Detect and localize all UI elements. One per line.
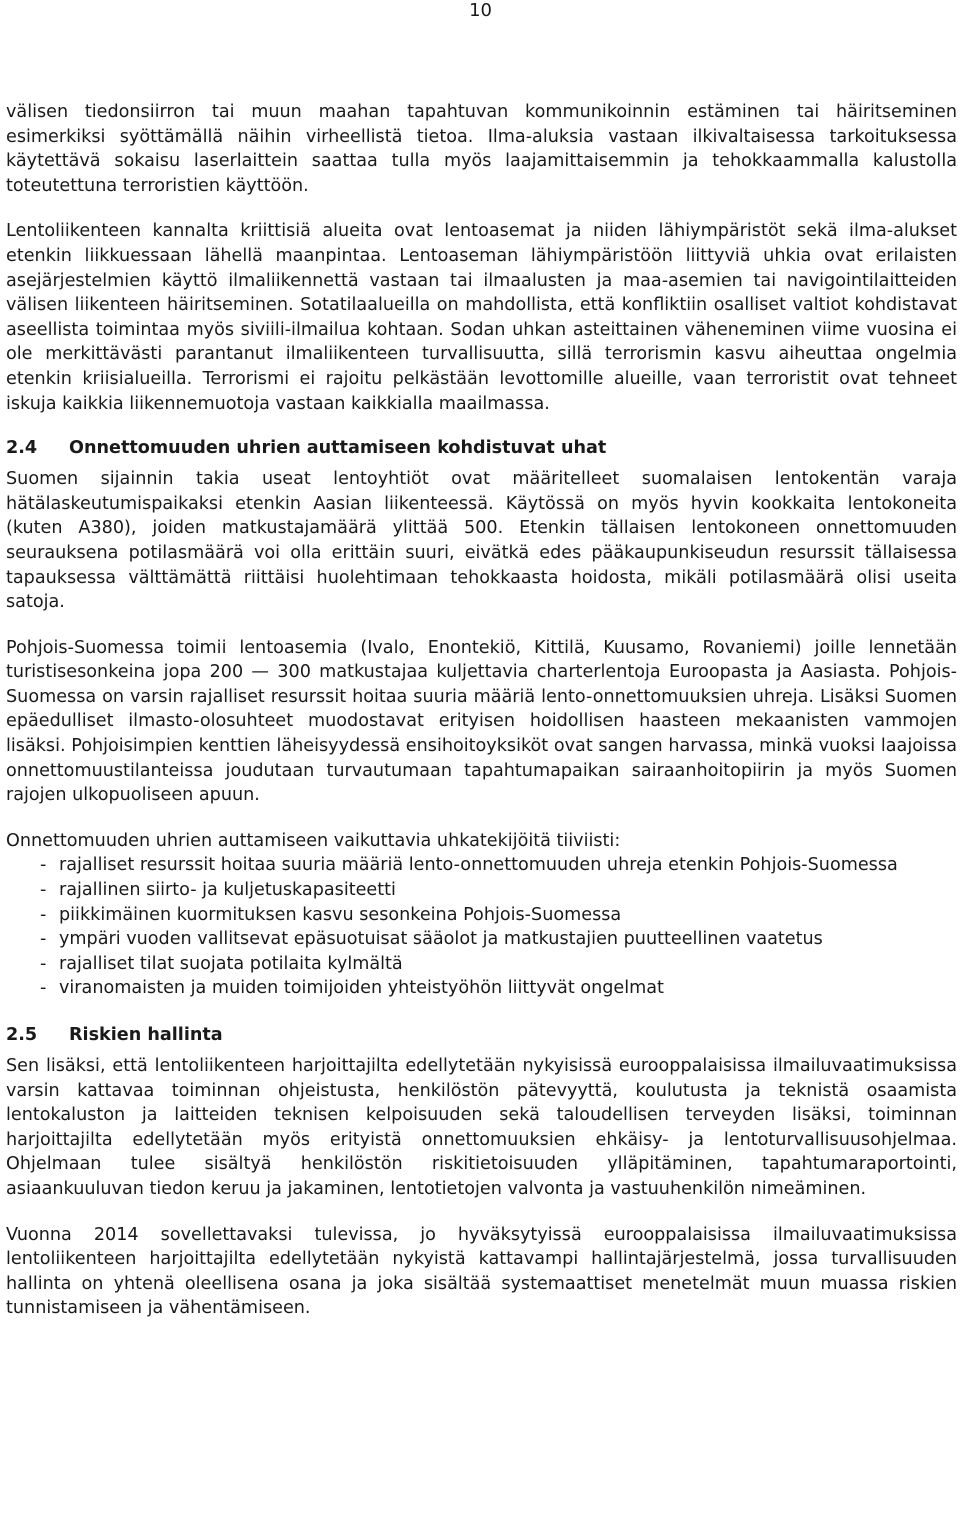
list-item-text: rajalliset tilat suojata potilaita kylmältä bbox=[59, 953, 403, 974]
list-item-text: viranomaisten ja muiden toimijoiden yhteistyöhön liittyvät ongelmat bbox=[59, 978, 664, 999]
section-number: 2.4 bbox=[6, 438, 38, 459]
dash-bullet: - bbox=[40, 929, 47, 950]
dash-bullet: - bbox=[40, 855, 47, 876]
page-body bbox=[6, 100, 957, 1321]
section-heading-2-4 bbox=[6, 435, 957, 461]
paragraph-list-intro: Onnettomuuden uhrien auttamiseen vaikuttavia uhkatekijöitä tiiviisti: bbox=[6, 830, 621, 851]
list-item bbox=[6, 952, 957, 977]
list-item-text: piikkimäinen kuormituksen kasvu sesonkeina Pohjois-Suomessa bbox=[59, 904, 622, 925]
section-title: Onnettomuuden uhrien auttamiseen kohdistuvat uhat bbox=[69, 438, 607, 459]
list-item-text: rajallinen siirto- ja kuljetuskapasiteetti bbox=[59, 880, 396, 901]
list-item bbox=[6, 903, 957, 928]
list-item bbox=[6, 976, 957, 1001]
paragraph-finland-location: Suomen sijainnin takia useat lentoyhtiöt ovat määritelleet suomalaisen lentokentän varaja hätälaskeutumispaikaksi etenkin Aasian liikenteessä. Käytössä on myös hyvin kookkaita lentokoneita (kuten A380), joiden matkustajamäärä ylittää 500. Etenkin tällaisen lentokoneen onnettomuuden seurauksena potilasmäärä voi olla erittäin suuri, eivätkä edes pääkaupunkiseudun resurssit tällaisessa tapauksessa välttämättä riittäisi huolehtimaan tehokkaasta hoidosta, mikäli potilasmäärä olisi useita satoja. bbox=[6, 469, 957, 613]
page-number: 10 bbox=[469, 0, 492, 21]
list-item bbox=[6, 927, 957, 952]
paragraph-northern-finland: Pohjois-Suomessa toimii lentoasemia (Ivalo, Enontekiö, Kittilä, Kuusamo, Rovaniemi) joille lennetään turistisesonkeina jopa 200 — 300 matkustajaa kuljettavia charterlentoja Euroopasta ja Aasiasta. Pohjois-Suomessa on varsin rajalliset resurssit hoitaa suuria määriä lento-onnettomuuksien uhreja. Lisäksi Suomen epäedulliset ilmasto-olosuhteet muodostavat erityisen hoidollisen haasteen mekaanisten vammojen lisäksi. Pohjoisimpien kenttien läheisyydessä ensihoitoyksiköt ovat sangen harvassa, minkä vuoksi laajoissa onnettomuustilanteissa joudutaan turvautumaan tapahtumapaikan sairaanhoitopiirin ja myös Suomen rajojen ulkopuoliseen apuun. bbox=[6, 637, 957, 806]
paragraph-airport-threats: Lentoliikenteen kannalta kriittisiä alueita ovat lentoasemat ja niiden lähiympäristöt sekä ilma-alukset etenkin liikkuessaan lähellä maanpintaa. Lentoaseman lähiympäristöön liittyviä uhkia ovat erilaisten asejärjestelmien käyttö ilmaliikennettä vastaan tai ilmaalusten ja maa-asemien tai navigointilaitteiden välisen liikenteen häiritseminen. Sotatilaalueilla on mahdollista, että konfliktiin osalliset valtiot kohdistavat aseellista toimintaa myös siviili-ilmailua kohtaan. Sodan uhkan asteittainen väheneminen viime vuosina ei ole merkittävästi parantanut ilmaliikenteen turvallisuutta, sillä terrorismin kasvu aiheuttaa ongelmia etenkin kriisialueilla. Terrorismi ei rajoitu pelkästään levottomille alueille, vaan terroristit ovat tehneet iskuja kaikkia liikennemuotoja vastaan kaikkialla maailmassa. bbox=[6, 221, 957, 414]
paragraph-operator-requirements: Sen lisäksi, että lentoliikenteen harjoittajilta edellytetään nykyisissä eurooppalaisissa ilmailuvaatimuksissa varsin kattavaa toiminnan ohjeistusta, henkilöstön pätevyyttä, koulutusta ja teknistä osaamista lentokaluston ja laitteiden teknisen kelpoisuuden sekä taloudellisen terveyden lisäksi, toiminnan harjoittajilta edellytetään myös erityistä onnettomuuksien ehkäisy- ja lentoturvallisuusohjelmaa. Ohjelmaan tulee sisältyä henkilöstön riskitietoisuuden ylläpitäminen, tapahtumaraportointi, asiaankuuluvan tiedon keruu ja jakaminen, lentotietojen valvonta ja vastuuhenkilön nimeäminen. bbox=[6, 1056, 957, 1199]
paragraph-intro: välisen tiedonsiirron tai muun maahan tapahtuvan kommunikoinnin estäminen tai häiritseminen esimerkiksi syöttämällä näihin virheellistä tietoa. Ilma-aluksia vastaan ilkivaltaisessa tarkoituksessa käytettävä sokaisu laserlaittein saattaa tulla myös laajamittaisemmin ja tehokkaammalla kalustolla toteutettuna terroristien käyttöön. bbox=[6, 102, 957, 196]
threat-factor-list bbox=[6, 853, 957, 1001]
paragraph-2014-requirements: Vuonna 2014 sovellettavaksi tulevissa, jo hyväksytyissä eurooppalaisissa ilmailuvaatimuksissa lentoliikenteen harjoittajilta edellytetään nykyistä kattavampi hallintajärjestelmä, jossa turvallisuuden hallinta on yhtenä oleellisena osana ja joka sisältää systemaattiset menetelmät muun muassa riskien tunnistamiseen ja vähentämiseen. bbox=[6, 1224, 957, 1319]
section-heading-2-5 bbox=[6, 1022, 957, 1048]
list-item bbox=[6, 853, 957, 878]
section-number: 2.5 bbox=[6, 1025, 38, 1045]
list-item bbox=[6, 878, 957, 903]
dash-bullet: - bbox=[40, 880, 47, 901]
dash-bullet: - bbox=[40, 953, 47, 974]
section-title: Riskien hallinta bbox=[69, 1025, 223, 1045]
list-item-text: rajalliset resurssit hoitaa suuria määriä lento-onnettomuuden uhreja etenkin Pohjois-Suomessa bbox=[59, 855, 898, 876]
dash-bullet: - bbox=[40, 904, 47, 925]
list-item-text: ympäri vuoden vallitsevat epäsuotuisat sääolot ja matkustajien puutteellinen vaatetus bbox=[59, 929, 823, 950]
dash-bullet: - bbox=[40, 978, 47, 999]
